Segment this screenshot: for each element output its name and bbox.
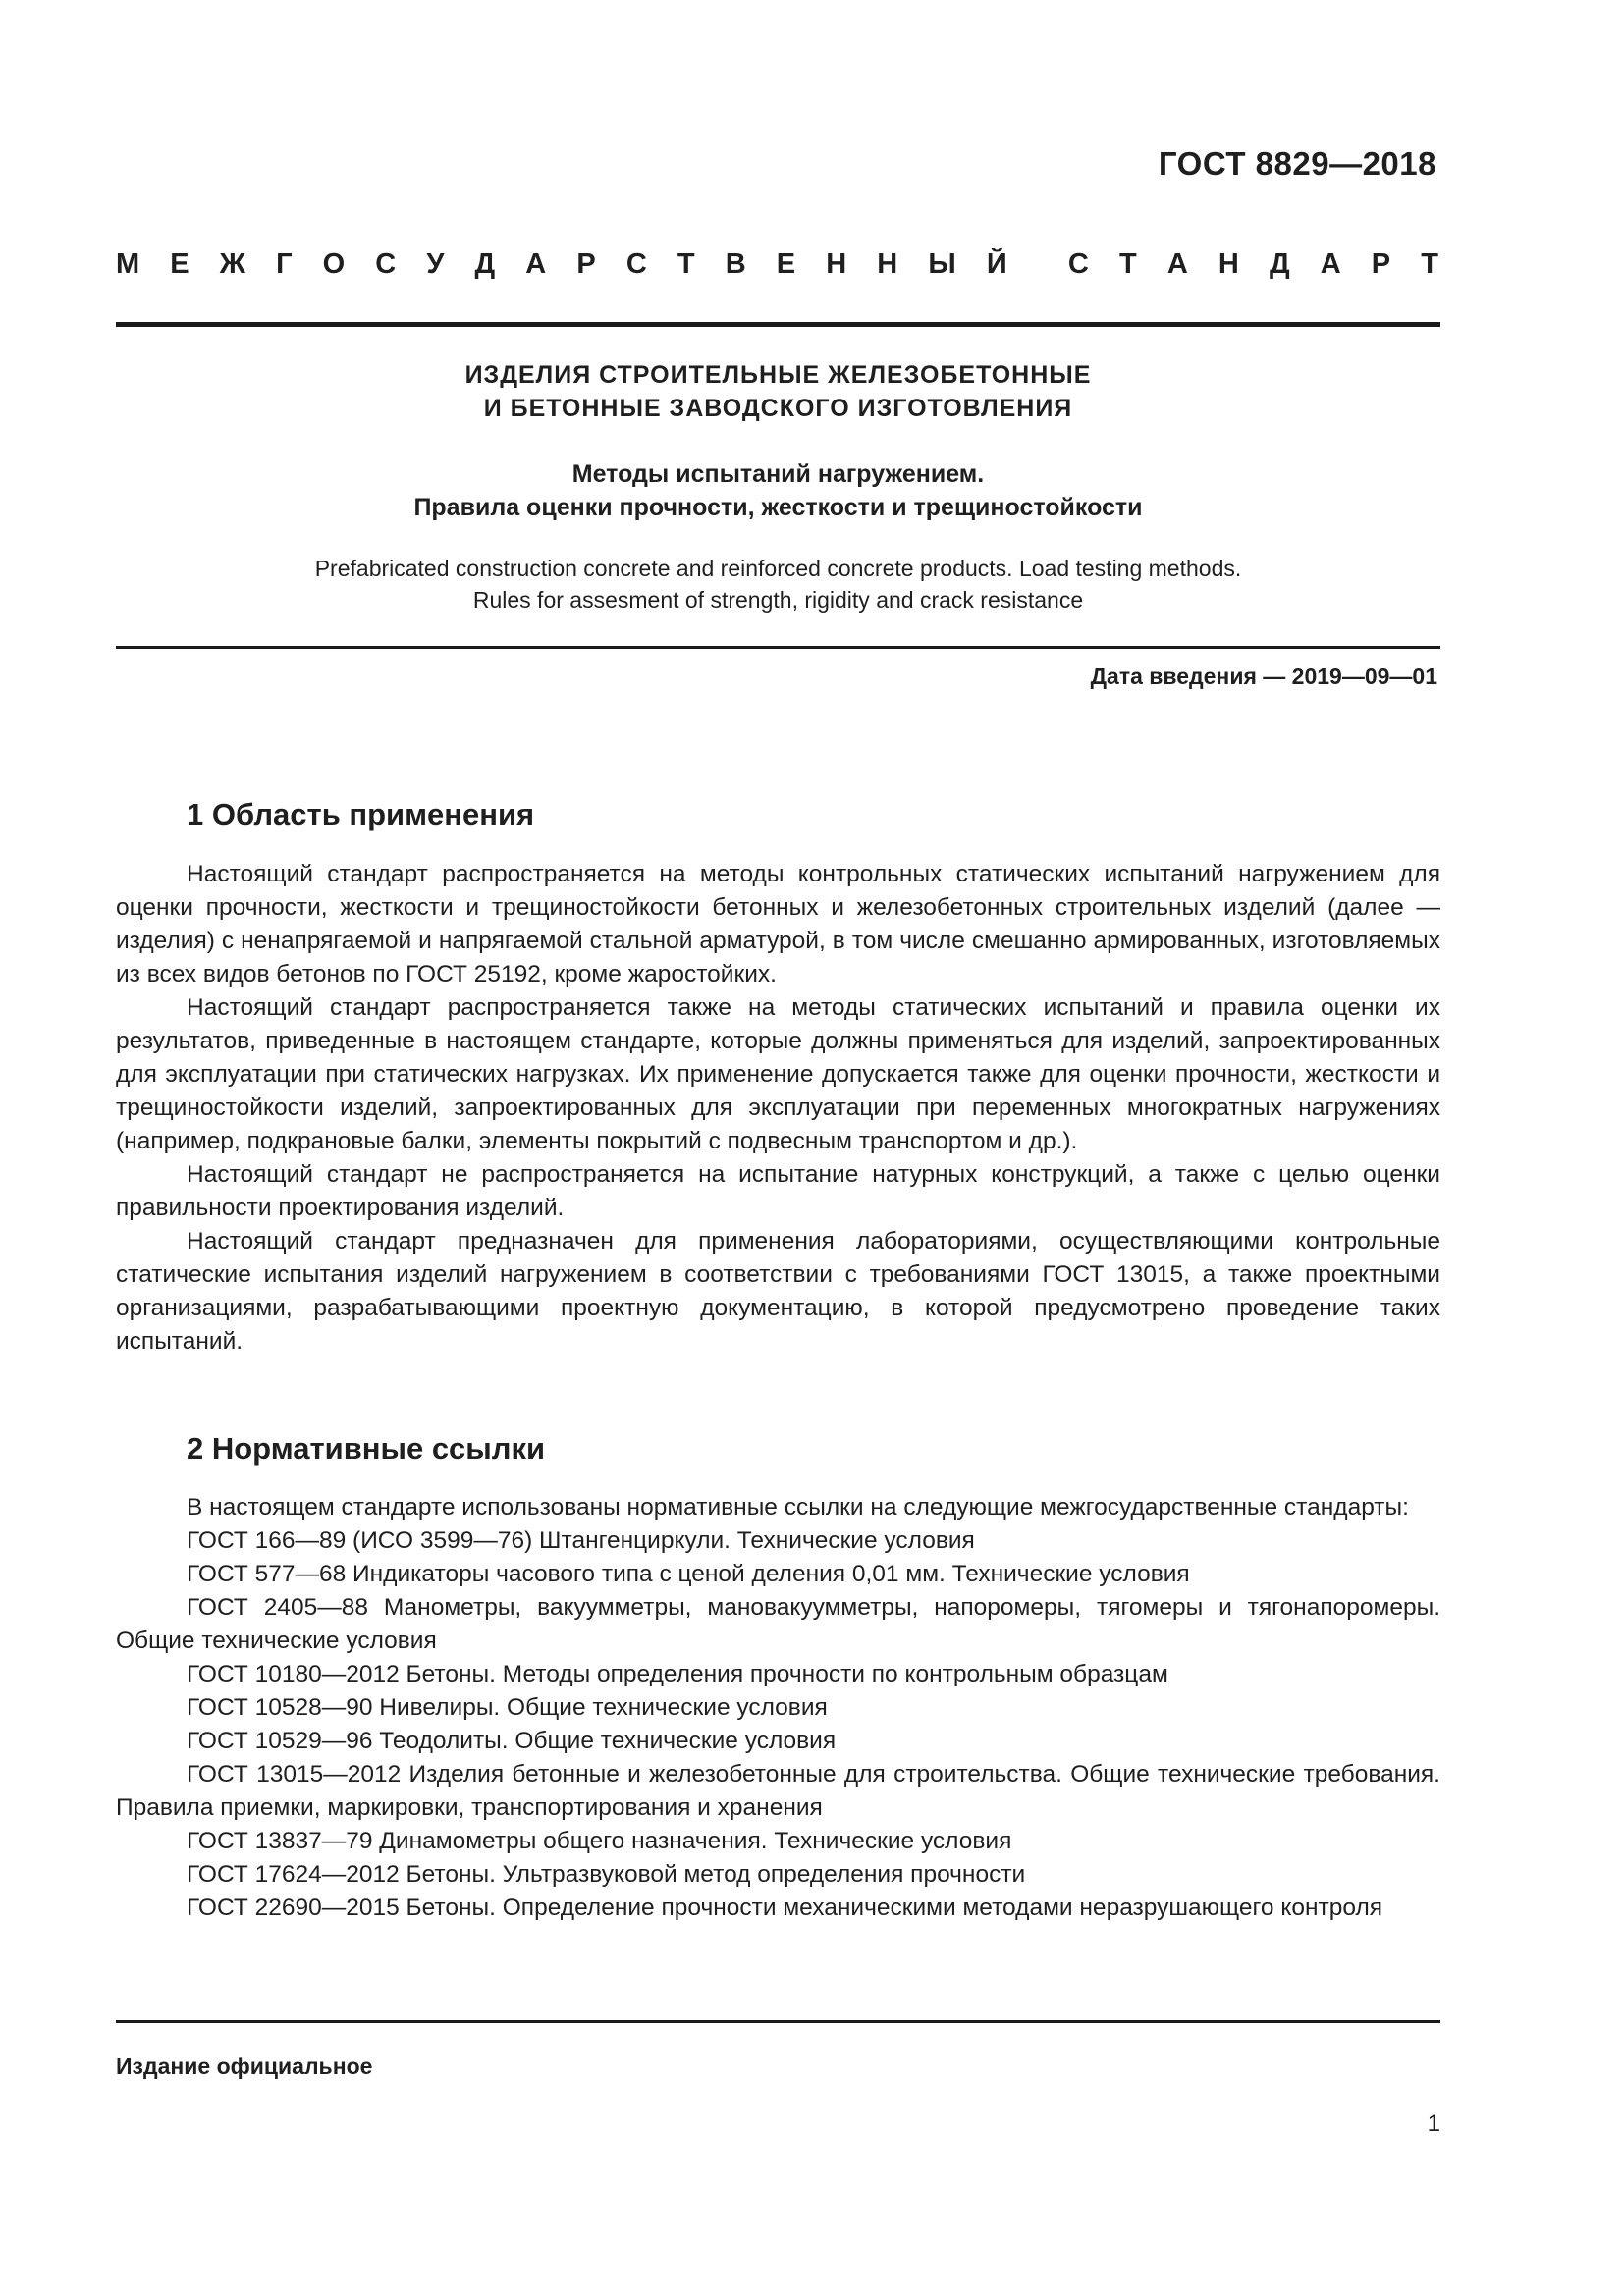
document-subtitle: [116, 457, 1440, 524]
heading-letter: Е: [776, 248, 796, 280]
english-title: [116, 553, 1440, 615]
heading-letter: Д: [474, 248, 496, 280]
heading-letter: Н: [826, 248, 847, 280]
heading-letter: О: [322, 248, 346, 280]
document-code: ГОСТ 8829—2018: [1158, 145, 1436, 182]
top-divider: [116, 322, 1440, 327]
heading-letter: В: [725, 248, 746, 280]
reference-item: ГОСТ 2405—88 Манометры, вакуумметры, мановакуумметры, напоромеры, тягомеры и тягонапоромеры. Общие технические условия: [116, 1594, 1440, 1654]
standard-type-heading: [116, 248, 1438, 281]
page-number: 1: [1427, 2110, 1440, 2137]
reference-item: ГОСТ 10528—90 Нивелиры. Общие технические условия: [187, 1694, 828, 1721]
heading-letter: Т: [677, 248, 695, 280]
document-title: [116, 358, 1440, 425]
heading-letter: М: [116, 248, 140, 280]
heading-letter: С: [1067, 248, 1089, 280]
paragraph: В настоящем стандарте использованы нормативные ссылки на следующие межгосударственные стандарты:: [187, 1494, 1409, 1521]
reference-item: ГОСТ 166—89 (ИСО 3599—76) Штангенциркули. Технические условия: [187, 1527, 975, 1554]
reference-item: ГОСТ 13837—79 Динамометры общего назначения. Технические условия: [187, 1828, 1012, 1854]
heading-letter: Г: [276, 248, 293, 280]
edition-note: Издание официальное: [116, 2054, 373, 2079]
title-line: И БЕТОННЫЕ ЗАВОДСКОГО ИЗГОТОВЛЕНИЯ: [483, 395, 1073, 422]
paragraph: Настоящий стандарт предназначен для применения лабораториями, осуществляющими контрольные статические испытания изделий нагружением в соответствии с требованиями ГОСТ 13015, а также проектными организациями, разрабатывающими проектную документацию, в которой предусмотрено проведение таких испытаний.: [116, 1228, 1440, 1355]
heading-letter: Р: [576, 248, 596, 280]
heading-letter: Е: [170, 248, 189, 280]
title-line: ИЗДЕЛИЯ СТРОИТЕЛЬНЫЕ ЖЕЛЕЗОБЕТОННЫЕ: [464, 361, 1092, 389]
heading-letter: С: [625, 248, 647, 280]
section-body: [116, 1491, 1440, 1925]
heading-letter: Д: [1269, 248, 1290, 280]
footer-divider: [116, 2020, 1440, 2023]
section-body: [116, 858, 1440, 1359]
subtitle-line: Методы испытаний нагружением.: [571, 460, 985, 488]
heading-letter: С: [375, 248, 397, 280]
title-divider: [116, 646, 1440, 649]
heading-letter: А: [1166, 248, 1188, 280]
paragraph: Настоящий стандарт распространяется также на методы статических испытаний и правила оценки их результатов, приведенные в настоящем стандарте, которые должны применяться для изделий, запроектированных для эксплуатации при статических нагрузках. Их применение допускается также для оценки прочности, жесткости и трещиностойкости изделий, запроектированных для эксплуатации при переменных многократных нагружениях (например, подкрановые балки, элементы покрытий с подвесным транспортом и др.).: [116, 994, 1440, 1154]
heading-letter: А: [525, 248, 547, 280]
heading-letter: Т: [1421, 248, 1438, 280]
heading-letter: Т: [1118, 248, 1137, 280]
section-heading: 2 Нормативные ссылки: [187, 1431, 546, 1466]
introduction-date: Дата введения — 2019—09—01: [1090, 664, 1437, 689]
reference-item: ГОСТ 577—68 Индикаторы часового типа с ценой деления 0,01 мм. Технические условия: [187, 1561, 1190, 1587]
paragraph: Настоящий стандарт распространяется на методы контрольных статических испытаний нагружением для оценки прочности, жесткости и трещиностойкости бетонных и железобетонных строительных изделий (далее — изделия) с ненапрягаемой и напрягаемой стальной арматурой, в том числе смешанно армированных, изготовляемых из всех видов бетонов по ГОСТ 25192, кроме жаростойких.: [116, 861, 1440, 988]
reference-item: ГОСТ 22690—2015 Бетоны. Определение прочности механическими методами неразрушающего контроля: [187, 1895, 1383, 1921]
heading-letter: У: [426, 248, 445, 280]
english-title-line: Prefabricated construction concrete and reinforced concrete products. Load testing methods.: [314, 556, 1242, 581]
heading-letter: Ы: [928, 248, 956, 280]
reference-item: ГОСТ 17624—2012 Бетоны. Ультразвуковой метод определения прочности: [187, 1861, 1026, 1888]
reference-item: ГОСТ 10180—2012 Бетоны. Методы определения прочности по контрольным образцам: [187, 1661, 1168, 1687]
heading-letter: Н: [1218, 248, 1239, 280]
paragraph: Настоящий стандарт не распространяется на испытание натурных конструкций, а также с целью оценки правильности проектирования изделий.: [116, 1161, 1440, 1221]
english-title-line: Rules for assesment of strength, rigidity and crack resistance: [472, 587, 1084, 613]
reference-item: ГОСТ 10529—96 Теодолиты. Общие технические условия: [187, 1728, 837, 1754]
heading-letter: А: [1320, 248, 1341, 280]
heading-letter: Й: [986, 248, 1007, 280]
heading-letter: Ж: [219, 248, 245, 280]
heading-letter: Н: [877, 248, 898, 280]
reference-item: ГОСТ 13015—2012 Изделия бетонные и железобетонные для строительства. Общие технические требования. Правила приемки, маркировки, транспортирования и хранения: [116, 1761, 1440, 1821]
heading-letter: Р: [1371, 248, 1391, 280]
section-heading: 1 Область применения: [187, 797, 535, 831]
subtitle-line: Правила оценки прочности, жесткости и трещиностойкости: [413, 494, 1143, 521]
